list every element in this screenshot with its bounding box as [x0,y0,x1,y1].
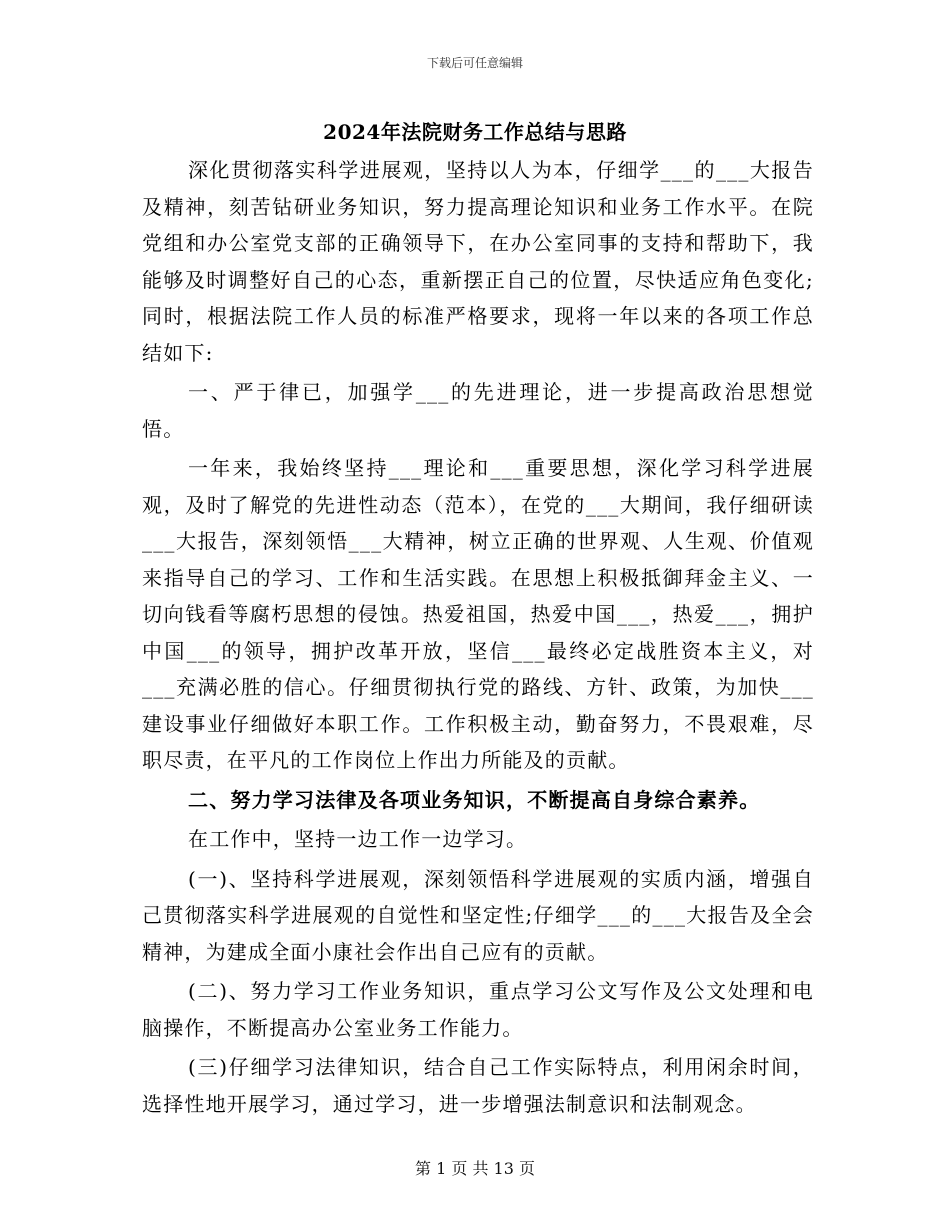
paragraph-item-1: (一)、坚持科学进展观，深刻领悟科学进展观的实质内涵，增强自己贯彻落实科学进展观的自觉性和坚定性;仔细学___的___大报告及全会精神，为建成全面小康社会作出自己应有的贡献。 [142,866,814,964]
paragraph-item-3: (三)仔细学习法律知识，结合自己工作实际特点，利用闲余时间，选择性地开展学习，通过学习，进一步增强法制意识和法制观念。 [142,1055,814,1116]
page-header: 下载后可任意编辑 [426,56,523,70]
paragraph-intro: 深化贯彻落实科学进展观，坚持以人为本，仔细学___的___大报告及精神，刻苦钻研业务知识，努力提高理论知识和业务工作水平。在院党组和办公室党支部的正确领导下，在办公室同事的支持和帮助下，我能够及时调整好自己的心态，重新摆正自己的位置，尽快适应角色变化;同时，根据法院工作人员的标准严格要求，现将一年以来的各项工作总结如下: [142,158,814,365]
paragraph-section-2-intro: 在工作中，坚持一边工作一边学习。 [188,827,528,851]
section-heading-2: 二、努力学习法律及各项业务知识，不断提高自身综合素养。 [188,787,761,812]
page-number: 第 1 页 共 13 页 [415,1159,535,1178]
document-title: 2024年法院财务工作总结与思路 [323,120,627,144]
section-heading-1: 一、严于律已，加强学___的先进理论，进一步提高政治思想觉悟。 [142,380,814,441]
paragraph-item-2: (二)、努力学习工作业务知识，重点学习公文写作及公文处理和电脑操作，不断提高办公室业务工作能力。 [142,979,814,1040]
paragraph-section-1: 一年来，我始终坚持___理论和___重要思想，深化学习科学进展观，及时了解党的先进性动态（范本），在党的___大期间，我仔细研读___大报告，深刻领悟___大精神，树立正确的世界观、人生观、价值观来指导自己的学习、工作和生活实践。在思想上积极抵御拜金主义、一切向钱看等腐朽思想的侵蚀。热爱祖国，热爱中国___，热爱___，拥护中国___的领导，拥护改革开放，坚信___最终必定战胜资本主义，对___充满必胜的信心。仔细贯彻执行党的路线、方针、政策，为加快___建设事业仔细做好本职工作。工作积极主动，勤奋努力，不畏艰难，尽职尽责，在平凡的工作岗位上作出力所能及的贡献。 [142,456,814,772]
document-body [142,152,814,1122]
